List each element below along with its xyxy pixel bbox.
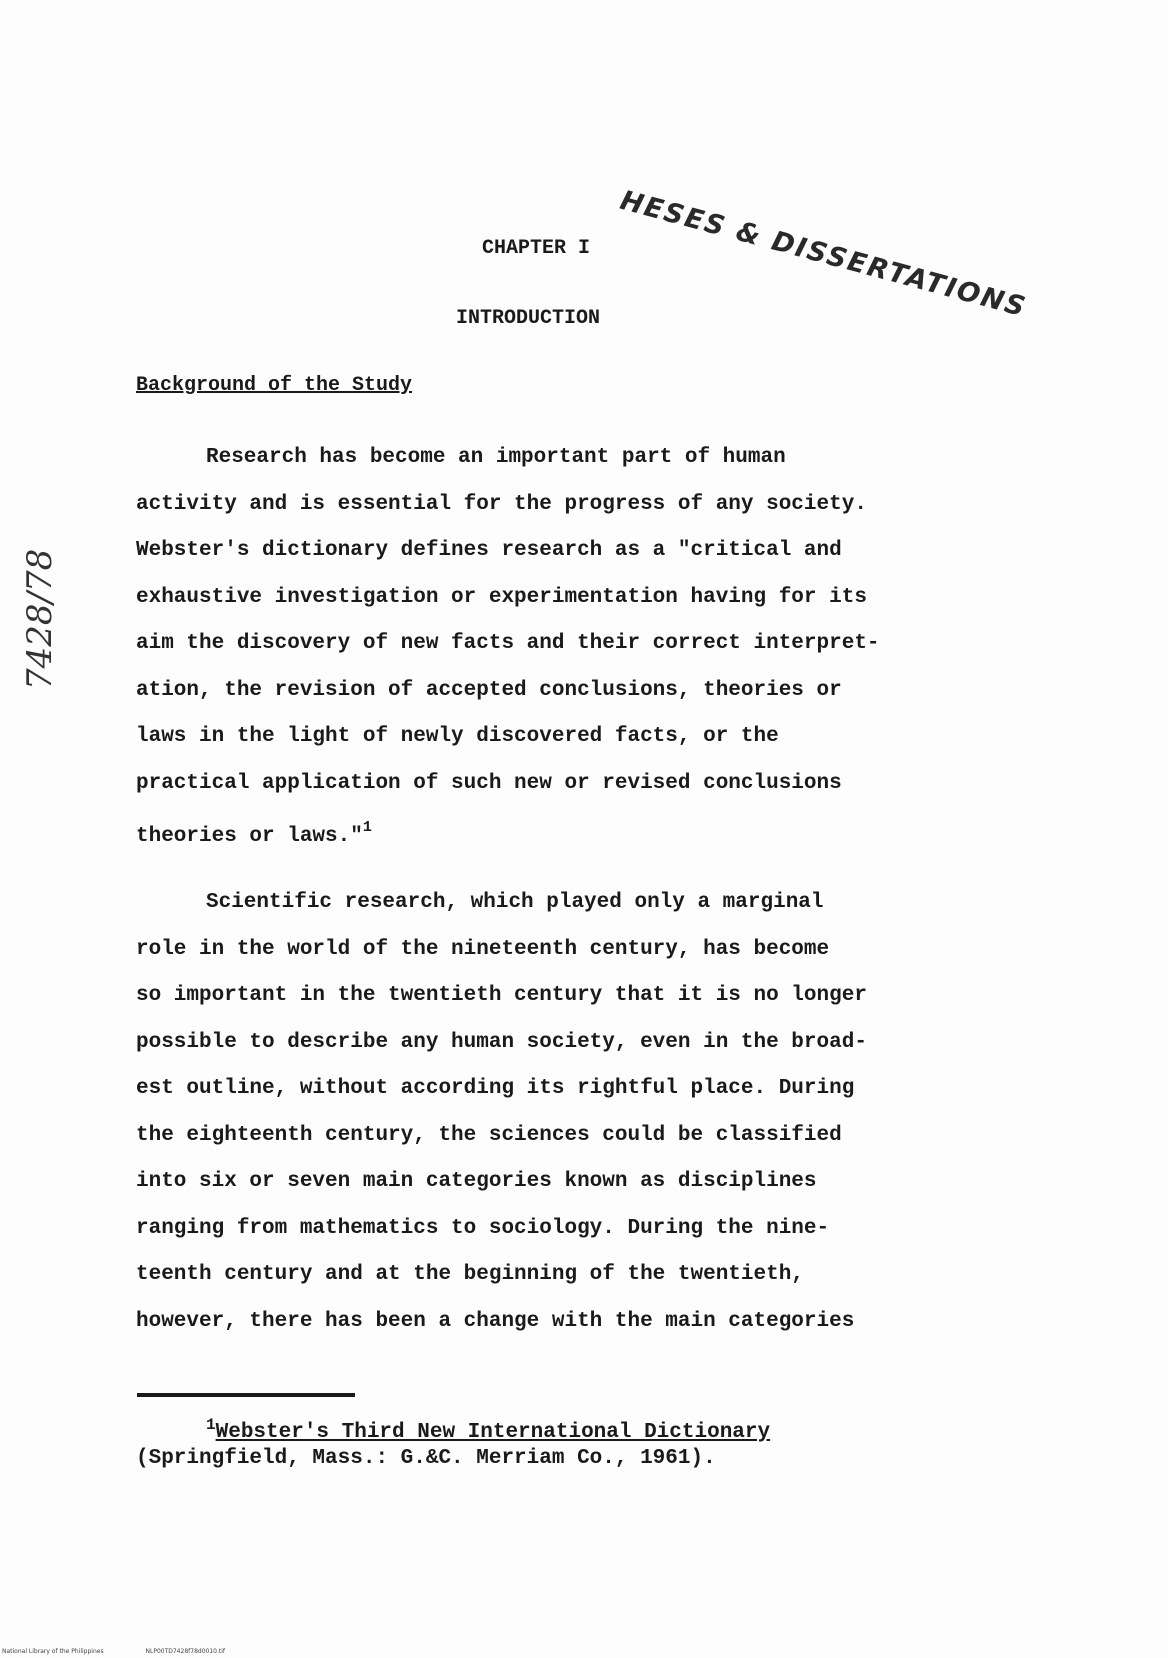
paragraph-line: exhaustive investigation or experimentation having for its [136,585,867,609]
footnote-line-1 [136,1416,771,1446]
handwritten-call-number: 7428/78 [20,548,60,690]
paragraph-line: however, there has been a change with the main categories [136,1309,855,1333]
paragraph-line: role in the world of the nineteenth century, has become [136,937,830,961]
chapter-label: CHAPTER I [482,237,591,260]
paragraph-line: Scientific research, which played only a marginal [206,891,824,914]
footnote-reference: 1 [362,819,372,836]
chapter-title: INTRODUCTION [456,307,601,330]
paragraph-1 [136,435,986,861]
paragraph-line: laws in the light of newly discovered facts, or the [136,725,779,748]
paragraph-line: activity and is essential for the progress of any society. [136,492,867,516]
theses-dissertations-stamp: HESES & DISSERTATIONS [616,185,1030,324]
footnote [136,1416,771,1472]
footer-library: National Library of the Philippines [2,1648,104,1655]
paragraph-line-last [136,807,986,861]
paragraph-line: so important in the twentieth century that it is no longer [136,984,867,1007]
paragraph-line: Webster's dictionary defines research as a "critical and [136,539,842,562]
paragraph-line-text: theories or laws." [136,825,363,848]
paragraph-line: ranging from mathematics to sociology. During the nine- [136,1216,830,1240]
paragraph-line: est outline, without according its rightful place. During [136,1077,855,1100]
paragraph-line: Research has become an important part of human [206,446,786,469]
paragraph-line: teenth century and at the beginning of the twentieth, [136,1263,804,1286]
footnote-marker: 1 [206,1416,216,1434]
footer-filename: NLP00TD7428f78d0010.tif [145,1648,226,1655]
section-heading: Background of the Study [136,374,413,397]
footnote-title: Webster's Third New International Dictionary [215,1421,771,1444]
footnote-citation: (Springfield, Mass.: G.&C. Merriam Co., 1961). [136,1447,716,1470]
paragraph-line: practical application of such new or revised conclusions [136,771,842,795]
scan-footer [2,1648,265,1655]
paragraph-line: the eighteenth century, the sciences could be classified [136,1123,842,1147]
paragraph-line: aim the discovery of new facts and their correct interpret- [136,632,880,655]
paragraph-line: ation, the revision of accepted conclusions, theories or [136,678,842,702]
paragraph-line: into six or seven main categories known as disciplines [136,1170,817,1193]
paragraph-line: possible to describe any human society, even in the broad- [136,1030,867,1054]
footnote-divider [137,1393,355,1397]
paragraph-2 [136,880,986,1345]
